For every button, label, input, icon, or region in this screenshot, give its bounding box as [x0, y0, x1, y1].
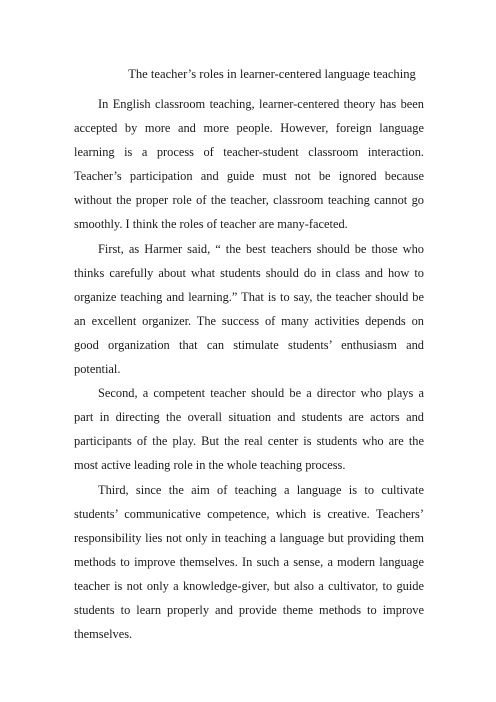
paragraph-intro: In English classroom teaching, learner-centered theory has been accepted by more and more people. However, foreign language learning is a process of teacher-student classroom interaction. Teacher’s participation and guide must not be ignored because without the proper role of the teacher, classroom teaching cannot go smoothly. I think the roles of teacher are many-faceted.: [74, 97, 424, 232]
document-body: [74, 92, 424, 646]
paragraph-second-role: Second, a competent teacher should be a director who plays a part in directing the overall situation and students are actors and participants of the play. But the real center is students who are the most active leading role in the whole teaching process.: [74, 386, 424, 473]
paragraph-third-role: Third, since the aim of teaching a language is to cultivate students’ communicative competence, which is creative. Teachers’ responsibility lies not only in teaching a language but providing them methods to improve themselves. In such a sense, a modern language teacher is not only a knowledge-giver, but also a cultivator, to guide students to learn properly and provide theme methods to improve themselves.: [74, 482, 424, 642]
paragraph-first-role: First, as Harmer said, “ the best teachers should be those who thinks carefully about what students should do in class and how to organize teaching and learning.” That is to say, the teacher should be an excellent organizer. The success of many activities depends on good organization that can stimulate students’ enthusiasm and potential.: [74, 241, 424, 377]
document-title: The teacher’s roles in learner-centered language teaching: [128, 67, 416, 81]
